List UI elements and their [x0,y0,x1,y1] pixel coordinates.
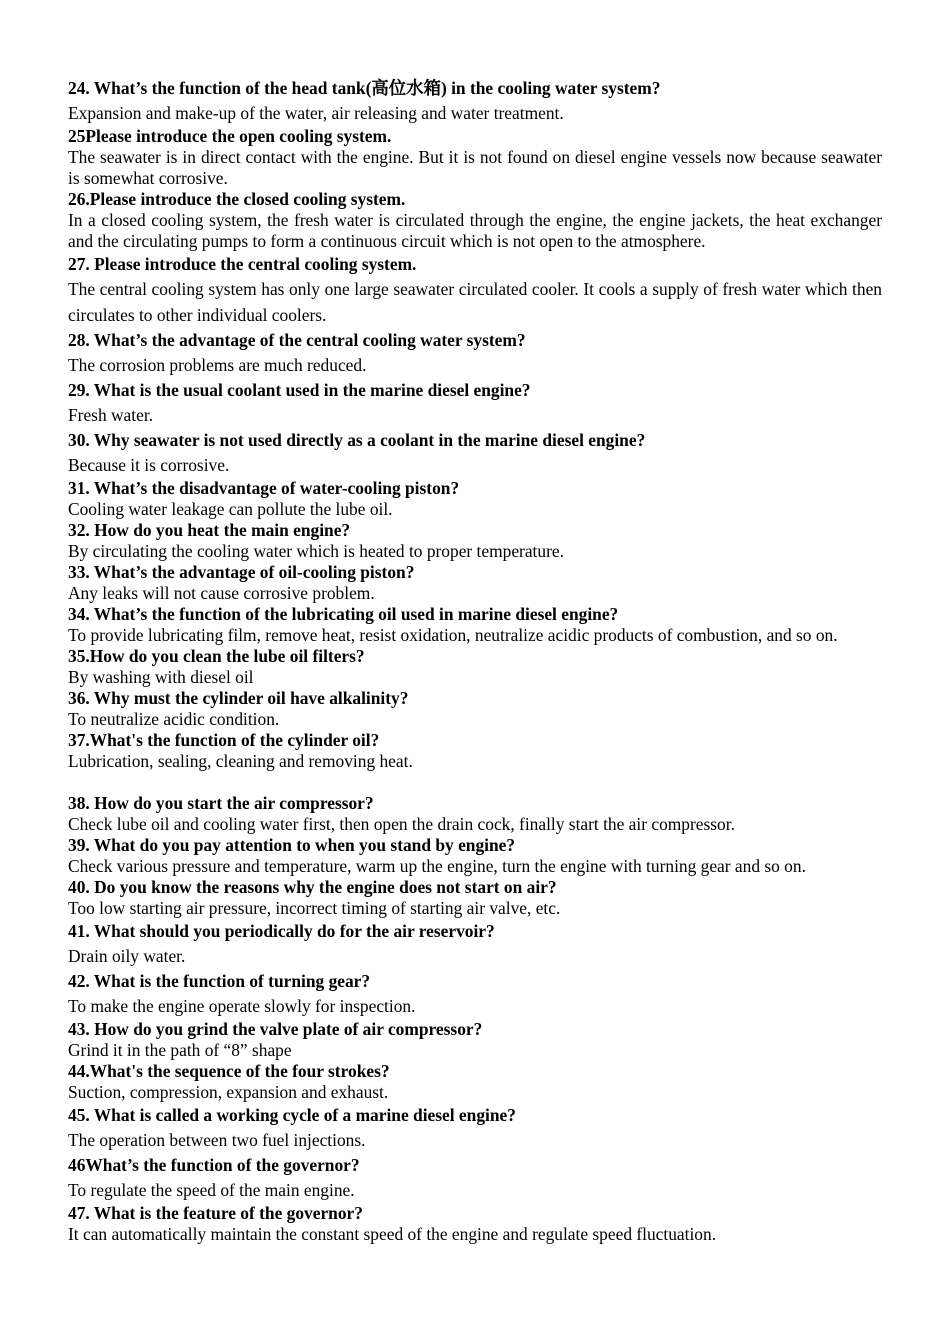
qa-item-47 [68,1203,882,1245]
question: 41. What should you periodically do for the air reservoir? [68,921,495,941]
answer: Check various pressure and temperature, warm up the engine, turn the engine with turning gear and so on. [68,856,806,876]
qa-item-40 [68,877,882,919]
qa-item-39 [68,835,882,877]
question: 43. How do you grind the valve plate of air compressor? [68,1019,483,1039]
answer: Lubrication, sealing, cleaning and removing heat. [68,751,413,771]
qa-item-24 [68,76,882,126]
answer: To make the engine operate slowly for inspection. [68,996,416,1016]
answer: Drain oily water. [68,946,186,966]
question: 30. Why seawater is not used directly as a coolant in the marine diesel engine? [68,430,646,450]
question: 42. What is the function of turning gear? [68,971,371,991]
question: 29. What is the usual coolant used in the marine diesel engine? [68,380,531,400]
qa-item-35 [68,646,882,688]
qa-item-38 [68,793,882,835]
answer: It can automatically maintain the constant speed of the engine and regulate speed fluctuation. [68,1224,717,1244]
question: 34. What’s the function of the lubricating oil used in marine diesel engine? [68,604,619,624]
answer: To provide lubricating film, remove heat, resist oxidation, neutralize acidic products of combustion, and so on. [68,625,838,645]
answer: The central cooling system has only one large seawater circulated cooler. It cools a supply of fresh water which then circulates to other individual coolers. [68,279,882,325]
answer: In a closed cooling system, the fresh water is circulated through the engine, the engine jackets, the heat exchanger and the circulating pumps to form a continuous circuit which is not open to the atmosphere. [68,210,882,251]
qa-item-37 [68,730,882,772]
question: 25Please introduce the open cooling system. [68,126,392,146]
question: 47. What is the feature of the governor? [68,1203,363,1223]
qa-item-42 [68,969,882,1019]
question: 31. What’s the disadvantage of water-cooling piston? [68,478,460,498]
question: 40. Do you know the reasons why the engine does not start on air? [68,877,557,897]
answer: To regulate the speed of the main engine. [68,1180,355,1200]
question: 26.Please introduce the closed cooling system. [68,189,406,209]
question: 37.What's the function of the cylinder oil? [68,730,380,750]
question: 35.How do you clean the lube oil filters? [68,646,365,666]
question: 36. Why must the cylinder oil have alkalinity? [68,688,409,708]
qa-item-34 [68,604,882,646]
answer: By circulating the cooling water which is heated to proper temperature. [68,541,564,561]
qa-item-44 [68,1061,882,1103]
answer: By washing with diesel oil [68,667,254,687]
question: 27. Please introduce the central cooling system. [68,254,417,274]
answer: Expansion and make-up of the water, air releasing and water treatment. [68,103,564,123]
question: 33. What’s the advantage of oil-cooling piston? [68,562,415,582]
answer: The operation between two fuel injections. [68,1130,366,1150]
answer: The corrosion problems are much reduced. [68,355,367,375]
question: 38. How do you start the air compressor? [68,793,374,813]
qa-item-33 [68,562,882,604]
answer: Suction, compression, expansion and exhaust. [68,1082,389,1102]
question: 32. How do you heat the main engine? [68,520,351,540]
qa-item-43 [68,1019,882,1061]
qa-item-32 [68,520,882,562]
answer: The seawater is in direct contact with the engine. But it is not found on diesel engine vessels now because seawater is somewhat corrosive. [68,147,882,188]
answer: Check lube oil and cooling water first, then open the drain cock, finally start the air compressor. [68,814,735,834]
question: 45. What is called a working cycle of a marine diesel engine? [68,1105,516,1125]
blank-line [68,772,882,793]
qa-item-46 [68,1153,882,1203]
answer: Fresh water. [68,405,153,425]
qa-item-41 [68,919,882,969]
answer: Too low starting air pressure, incorrect timing of starting air valve, etc. [68,898,561,918]
qa-item-25 [68,126,882,189]
qa-item-30 [68,428,882,478]
question: 24. What’s the function of the head tank(高位水箱) in the cooling water system? [68,78,661,98]
qa-item-29 [68,378,882,428]
answer: Grind it in the path of “8” shape [68,1040,292,1060]
answer: Because it is corrosive. [68,455,230,475]
document-page [68,76,882,1245]
question: 28. What’s the advantage of the central cooling water system? [68,330,526,350]
qa-item-36 [68,688,882,730]
answer: Cooling water leakage can pollute the lube oil. [68,499,393,519]
qa-item-26 [68,189,882,252]
qa-item-31 [68,478,882,520]
question: 46What’s the function of the governor? [68,1155,360,1175]
qa-item-27 [68,252,882,328]
question: 44.What's the sequence of the four strokes? [68,1061,390,1081]
answer: Any leaks will not cause corrosive problem. [68,583,375,603]
qa-item-45 [68,1103,882,1153]
question: 39. What do you pay attention to when you stand by engine? [68,835,516,855]
qa-item-28 [68,328,882,378]
answer: To neutralize acidic condition. [68,709,280,729]
